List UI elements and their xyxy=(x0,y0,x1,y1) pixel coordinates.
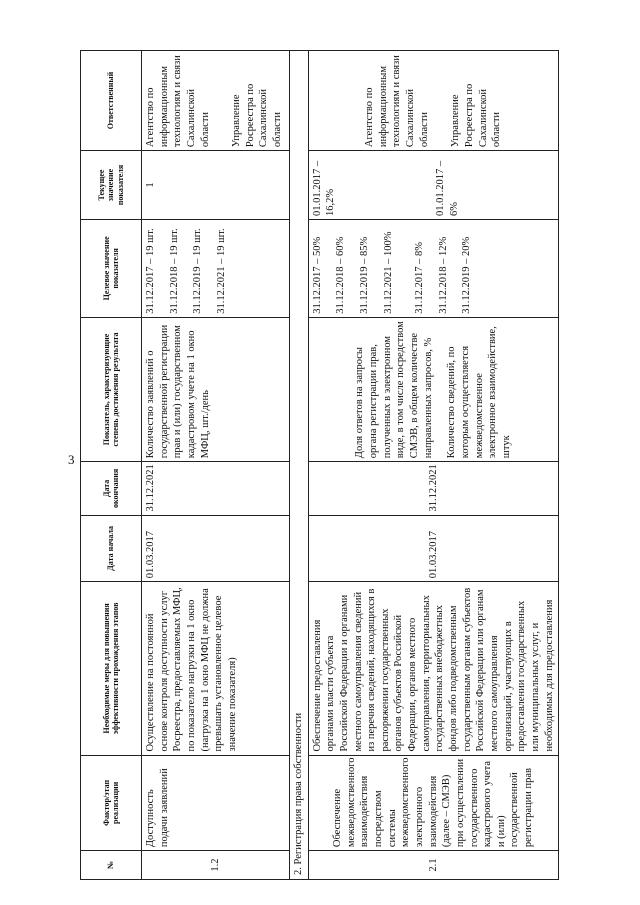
row-measures: Осуществление на постоянной основе контроля доступности услуг Росреестра, предоставляемых МФЦ, по показателю нагрузки на 1 окно (нагрузка на 1 окно МФЦ не должна превышать установленное целевое значение показателя) xyxy=(142,582,290,755)
header-row xyxy=(81,51,142,880)
col-responsible-header: Ответственный xyxy=(81,51,142,151)
section-row xyxy=(290,51,309,880)
col-num-header: № xyxy=(81,851,142,880)
page-number: 3 xyxy=(68,452,75,467)
responsible-agency: Управление Росреестра по Сахалинской области xyxy=(450,83,503,148)
row-measures: Обеспечение предоставления органами власти субъекта Российской Федерации и органами местного самоуправления сведений из перечня сведений, находящихся в распоряжении государственных органов субъектов Российской Федерации, органов местного самоуправления, территориальных государственных внебюджетных фондов либо подведомственным государственным органам субъектов Российской Федерации или органам местного самоуправления организаций, участвующих в предоставлении государственных или муниципальных услуг, и необходимых для предоставления xyxy=(308,582,559,755)
row-responsible xyxy=(308,51,559,151)
section-title: 2. Регистрация права собственности xyxy=(290,51,309,880)
col-measures-header: Необходимые меры для повышения эффективности прохождения этапов xyxy=(81,582,142,755)
current-value: 01.01.2017 – 6% xyxy=(434,160,460,216)
roadmap-table xyxy=(80,50,559,880)
target-value: 31.12.2018 – 12% xyxy=(437,236,449,314)
indicator-item: Доля ответов на запросы органа регистрации прав, полученных в электронном виде, в том числе посредством СМЭВ, в общем количестве направленных запросов, % xyxy=(354,321,434,459)
row-start-date: 01.03.2017 xyxy=(142,515,290,582)
responsible-agency: Управление Росреестра по Сахалинской области xyxy=(231,83,284,148)
row-target-values xyxy=(142,219,290,317)
target-value: 31.12.2018 – 19 шт. xyxy=(168,228,180,314)
row-factor: Доступность подачи заявлений xyxy=(142,755,290,851)
row-start-date: 01.03.2017 xyxy=(308,515,559,582)
target-value: 31.12.2017 – 50% xyxy=(311,236,323,314)
table-row xyxy=(142,51,290,880)
row-current-value xyxy=(308,151,559,220)
current-value: 01.01.2017 – 16,2% xyxy=(311,160,337,216)
row-indicator xyxy=(308,317,559,461)
table-row xyxy=(308,51,559,880)
col-factor-header: Фактор/этап реализации xyxy=(81,755,142,851)
col-indicator-header: Показатель, характеризующие степень достижения результата xyxy=(81,317,142,461)
responsible-agency: Агентство по информационным технологиям и связи Сахалинской области xyxy=(145,55,211,148)
col-end-header: Дата окончания xyxy=(81,462,142,515)
col-start-header: Дата начала xyxy=(81,515,142,582)
row-end-date: 31.12.2021 xyxy=(142,462,290,515)
row-number: 1.2 xyxy=(142,851,290,880)
target-value: 31.12.2021 – 100% xyxy=(382,231,394,314)
row-end-date: 31.12.2021 xyxy=(308,462,559,515)
target-value: 31.12.2017 – 8% xyxy=(414,242,426,314)
row-factor: Обеспечение межведомственного взаимодействия посредством системы межведомственного электронного взаимодействия (далее – СМЭВ) при осуществлении государственного кадастрового учета и (или) государственной регистрации прав xyxy=(308,755,559,851)
target-value: 31.12.2018 – 60% xyxy=(335,236,347,314)
row-current-value: 1 xyxy=(142,151,290,220)
target-value: 31.12.2017 – 19 шт. xyxy=(145,228,156,314)
row-indicator: Количество заявлений о государственной регистрации прав и (или) государственном кадастровом учете на 1 окно МФЦ, шт./день xyxy=(142,317,290,461)
indicator-item: Количество сведений, по которым осуществляется межведомственное электронное взаимодействие, штук xyxy=(446,326,512,459)
responsible-agency: Агентство по информационным технологиям и связи Сахалинской области xyxy=(364,55,430,148)
row-responsible xyxy=(142,51,290,151)
target-value: 31.12.2021 – 19 шт. xyxy=(215,228,227,314)
row-target-values xyxy=(308,219,559,317)
col-current-header: Текущее значение показателя xyxy=(81,151,142,220)
target-value: 31.12.2019 – 85% xyxy=(358,236,370,314)
target-value: 31.12.2019 – 20% xyxy=(461,236,473,314)
col-target-header: Целевое значение показателя xyxy=(81,219,142,317)
rotated-table-wrapper xyxy=(80,50,640,880)
target-value: 31.12.2019 – 19 шт. xyxy=(192,228,204,314)
row-number: 2.1 xyxy=(308,851,559,880)
